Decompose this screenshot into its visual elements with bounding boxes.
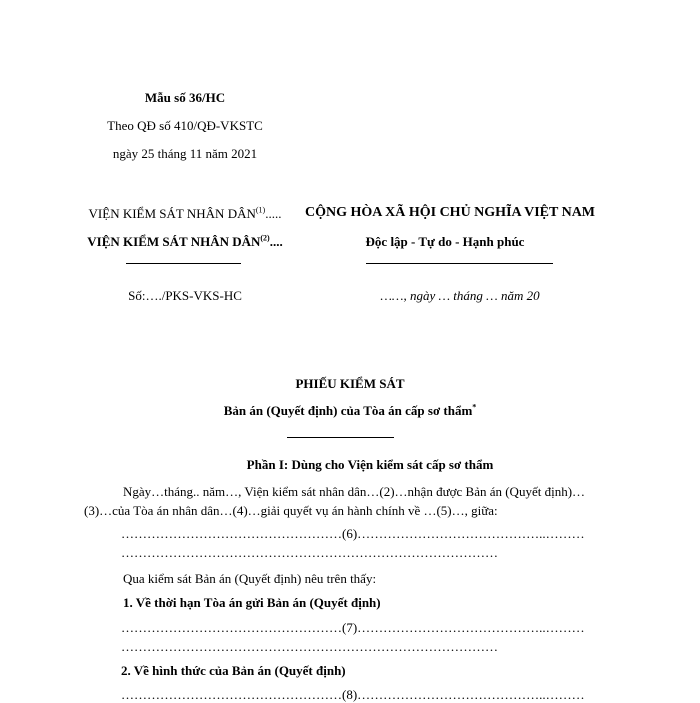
section2-heading: 2. Về hình thức của Bản án (Quyết định) [121, 663, 346, 678]
form-number: Mẫu số 36/HC [144, 90, 226, 105]
agency-line-1: VIỆN KIỂM SÁT NHÂN DÂN$^{(1)}$..... [88, 205, 282, 221]
right-header-rule [366, 263, 553, 264]
title-rule [287, 437, 394, 438]
fill-line-6b: …………………………………………………………………………… [121, 545, 498, 560]
agency-line-2: VIỆN KIỂM SÁT NHÂN DÂN$^{(2)}$.... [87, 233, 283, 249]
part1-paragraph-line-2: (3)…của Tòa án nhân dân…(4)…giải quyết vụ án hành chính về …(5)…, giữa: [84, 503, 498, 518]
section1-heading: 1. Về thời hạn Tòa án gửi Bản án (Quyết định) [123, 595, 381, 610]
national-motto: Độc lập - Tự do - Hạnh phúc [365, 234, 525, 249]
form-date: ngày 25 tháng 11 năm 2021 [112, 146, 258, 161]
part1-paragraph-line-1: Ngày…tháng.. năm…, Viện kiểm sát nhân dân…(2)…nhận được Bản án (Quyết định)… [123, 484, 586, 499]
fill-line-6a: ……………………………………………(6)……………………………………..……… [121, 526, 585, 541]
fill-line-7b: …………………………………………………………………………… [121, 639, 498, 654]
fill-line-8a: ……………………………………………(8)……………………………………..……… [121, 687, 585, 702]
place-date: ……, ngày … tháng … năm 20 [380, 288, 540, 303]
country-name: CỘNG HÒA XÃ HỘI CHỦ NGHĨA VIỆT NAM [305, 205, 596, 220]
left-header-rule [126, 263, 241, 264]
review-intro: Qua kiểm sát Bản án (Quyết định) nêu trên thấy: [123, 571, 377, 586]
doc-number: Số:…./PKS-VKS-HC [128, 288, 242, 303]
part1-heading: Phần I: Dùng cho Viện kiểm sát cấp sơ thẩm [246, 457, 494, 472]
fill-line-7a: ……………………………………………(7)……………………………………..……… [121, 620, 585, 635]
document-title: PHIẾU KIỂM SÁT [295, 376, 405, 391]
document-subtitle: Bản án (Quyết định) của Tòa án cấp sơ thẩm* [223, 402, 477, 418]
form-decision: Theo QĐ số 410/QĐ-VKSTC [107, 118, 263, 133]
